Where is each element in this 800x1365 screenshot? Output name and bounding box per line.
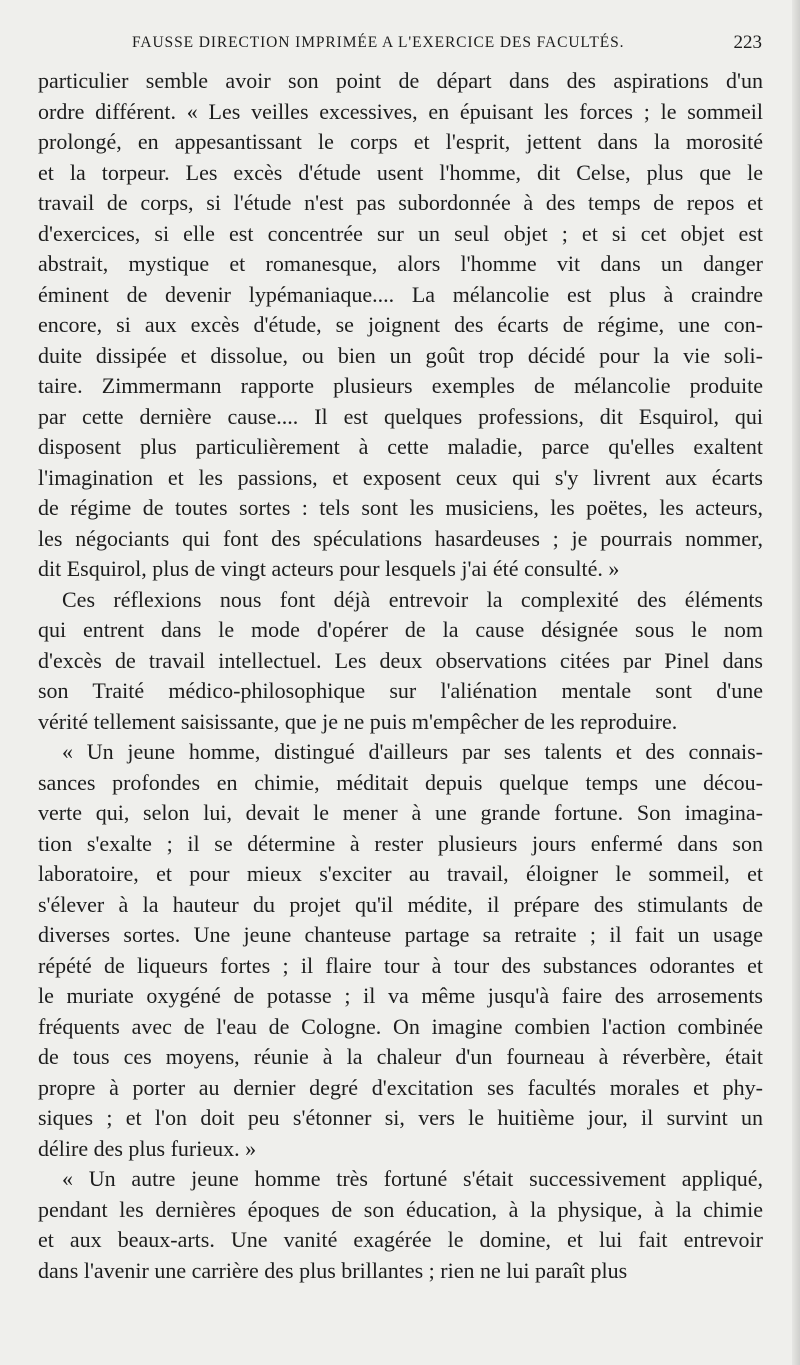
text-line: fréquents avec de l'eau de Cologne. On imagine combien l'action combinée xyxy=(38,1013,763,1039)
text-line: par cette dernière cause.... Il est quelques professions, dit Esquirol, qui xyxy=(38,403,763,429)
running-head: FAUSSE DIRECTION IMPRIMÉE A L'EXERCICE DES FACULTÉS. xyxy=(132,34,625,51)
text-line: dit Esquirol, plus de vingt acteurs pour lesquels j'ai été consulté. » xyxy=(38,556,620,581)
text-line: éminent de devenir lypémaniaque.... La mélancolie est plus à craindre xyxy=(38,281,763,307)
page-header xyxy=(132,34,762,56)
paragraph xyxy=(38,1164,763,1286)
text-line: vérité tellement saisissante, que je ne puis m'empêcher de les reproduire. xyxy=(38,708,678,734)
text-line: et la torpeur. Les excès d'étude usent l'homme, dit Celse, plus que le xyxy=(38,159,763,185)
paragraph xyxy=(38,66,763,585)
text-line: siques ; et l'on doit peu s'étonner si, vers le huitième jour, il survint un xyxy=(38,1105,763,1130)
text-line: s'élever à la hauteur du projet qu'il médite, il prépare des stimulants de xyxy=(38,891,763,917)
text-line: particulier semble avoir son point de départ dans des aspirations d'un xyxy=(38,68,763,93)
text-line: le muriate oxygéné de potasse ; il va même jusqu'à faire des arrosements xyxy=(38,983,763,1008)
text-line: délire des plus furieux. » xyxy=(38,1135,257,1161)
text-line: son Traité médico-philosophique sur l'aliénation mentale sont d'une xyxy=(38,678,763,703)
text-line: Ces réflexions nous font déjà entrevoir la complexité des éléments xyxy=(62,586,763,612)
text-line: d'exercices, si elle est concentrée sur un seul objet ; et si cet objet est xyxy=(38,220,763,246)
text-line: l'imagination et les passions, et exposent ceux qui s'y livrent aux écarts xyxy=(38,464,763,490)
text-line: prolongé, en appesantissant le corps et l'esprit, jettent dans la morosité xyxy=(38,129,763,154)
text-line: diverses sortes. Une jeune chanteuse partage sa retraite ; il fait un usage xyxy=(38,922,763,947)
text-line: qui entrent dans le mode d'opérer de la cause désignée sous le nom xyxy=(38,617,763,642)
text-line: sances profondes en chimie, méditait depuis quelque temps une décou- xyxy=(38,769,763,795)
text-line: taire. Zimmermann rapporte plusieurs exemples de mélancolie produite xyxy=(38,373,763,398)
text-line: les négociants qui font des spéculations hasardeuses ; je pourrais nommer, xyxy=(38,525,763,551)
text-line: ordre différent. « Les veilles excessives, en épuisant les forces ; le sommeil xyxy=(38,98,763,124)
text-line: disposent plus particulièrement à cette maladie, parce qu'elles exaltent xyxy=(38,434,763,459)
text-line: de régime de toutes sortes : tels sont les musiciens, les poëtes, les acteurs, xyxy=(38,495,763,520)
text-line: dans l'avenir une carrière des plus brillantes ; rien ne lui paraît plus xyxy=(38,1257,628,1283)
text-line: travail de corps, si l'étude n'est pas subordonnée à des temps de repos et xyxy=(38,190,763,215)
text-line: pendant les dernières époques de son éducation, à la physique, à la chimie xyxy=(38,1196,763,1222)
text-line: répété de liqueurs fortes ; il flaire tour à tour des substances odorantes et xyxy=(38,952,763,978)
text-line: laboratoire, et pour mieux s'exciter au travail, éloigner le sommeil, et xyxy=(38,861,763,886)
text-line: tion s'exalte ; il se détermine à rester plusieurs jours enfermé dans son xyxy=(38,830,763,856)
page-number: 223 xyxy=(733,32,762,53)
paragraph xyxy=(38,585,763,738)
text-line: et aux beaux-arts. Une vanité exagérée le domine, et lui fait entrevoir xyxy=(38,1227,763,1252)
body-text xyxy=(38,66,763,1286)
paragraph xyxy=(38,737,763,1164)
text-line: d'excès de travail intellectuel. Les deux observations citées par Pinel dans xyxy=(38,647,763,673)
text-line: propre à porter au dernier degré d'excitation ses facultés morales et phy- xyxy=(38,1074,763,1100)
text-line: verte qui, selon lui, devait le mener à une grande fortune. Son imagina- xyxy=(38,800,763,825)
text-line: abstrait, mystique et romanesque, alors l'homme vit dans un danger xyxy=(38,251,763,276)
text-line: duite dissipée et dissolue, ou bien un goût trop décidé pour la vie soli- xyxy=(38,342,763,368)
text-line: « Un autre jeune homme très fortuné s'était successivement appliqué, xyxy=(62,1166,763,1191)
text-line: encore, si aux excès d'étude, se joignent des écarts de régime, une con- xyxy=(38,312,763,337)
text-line: de tous ces moyens, réunie à la chaleur d'un fourneau à réverbère, était xyxy=(38,1044,763,1069)
text-line: « Un jeune homme, distingué d'ailleurs par ses talents et des connais- xyxy=(62,739,763,764)
page-edge-shadow xyxy=(792,0,800,1365)
